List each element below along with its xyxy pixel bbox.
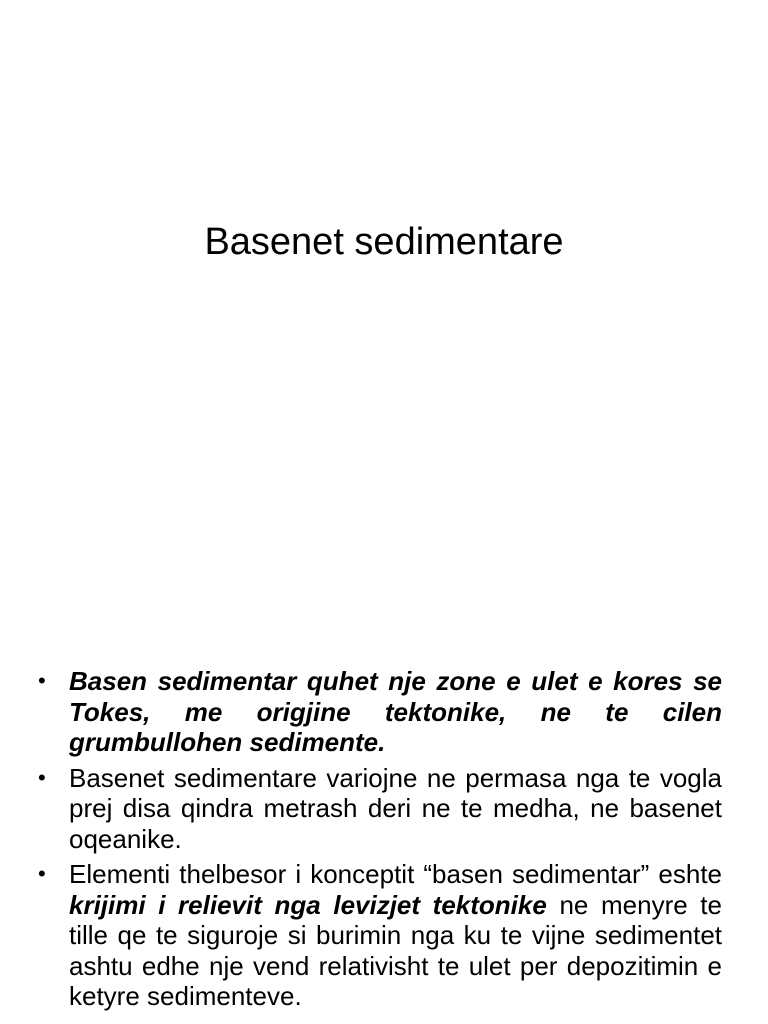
- content-slide: [0, 648, 768, 1024]
- slide-title: Basenet sedimentare: [204, 221, 564, 263]
- bullet-text-bold-italic: krijimi i relievit nga levizjet tektonike: [69, 889, 547, 920]
- bullet-text: ne menyre te tille qe te siguroje si burimin nga ku te vijne sedimentet ashtu edhe nje vend relativisht te ulet per depozitimin e ketyre sedimenteve.: [69, 889, 722, 1011]
- bullet-item-sizes: [38, 763, 722, 855]
- bullet-text: Elementi thelbesor i konceptit “basen sedimentar” eshte: [69, 859, 722, 889]
- bullet-icon: •: [38, 668, 46, 693]
- bullet-text: Basenet sedimentare variojne ne permasa nga te vogla prej disa qindra metrash deri ne te medha, ne basenet oqeanike.: [69, 762, 722, 854]
- bullet-item-definition: [38, 666, 722, 758]
- bullet-icon: •: [38, 764, 46, 790]
- bullet-list: [38, 666, 722, 1017]
- bullet-text-bold-italic: Basen sedimentar quhet nje zone e ulet e kores se Tokes, me origjine tektonike, ne te cilen grumbullohen sedimente.: [69, 666, 722, 757]
- bullet-icon: •: [38, 861, 46, 886]
- bullet-item-concept: [38, 859, 722, 1012]
